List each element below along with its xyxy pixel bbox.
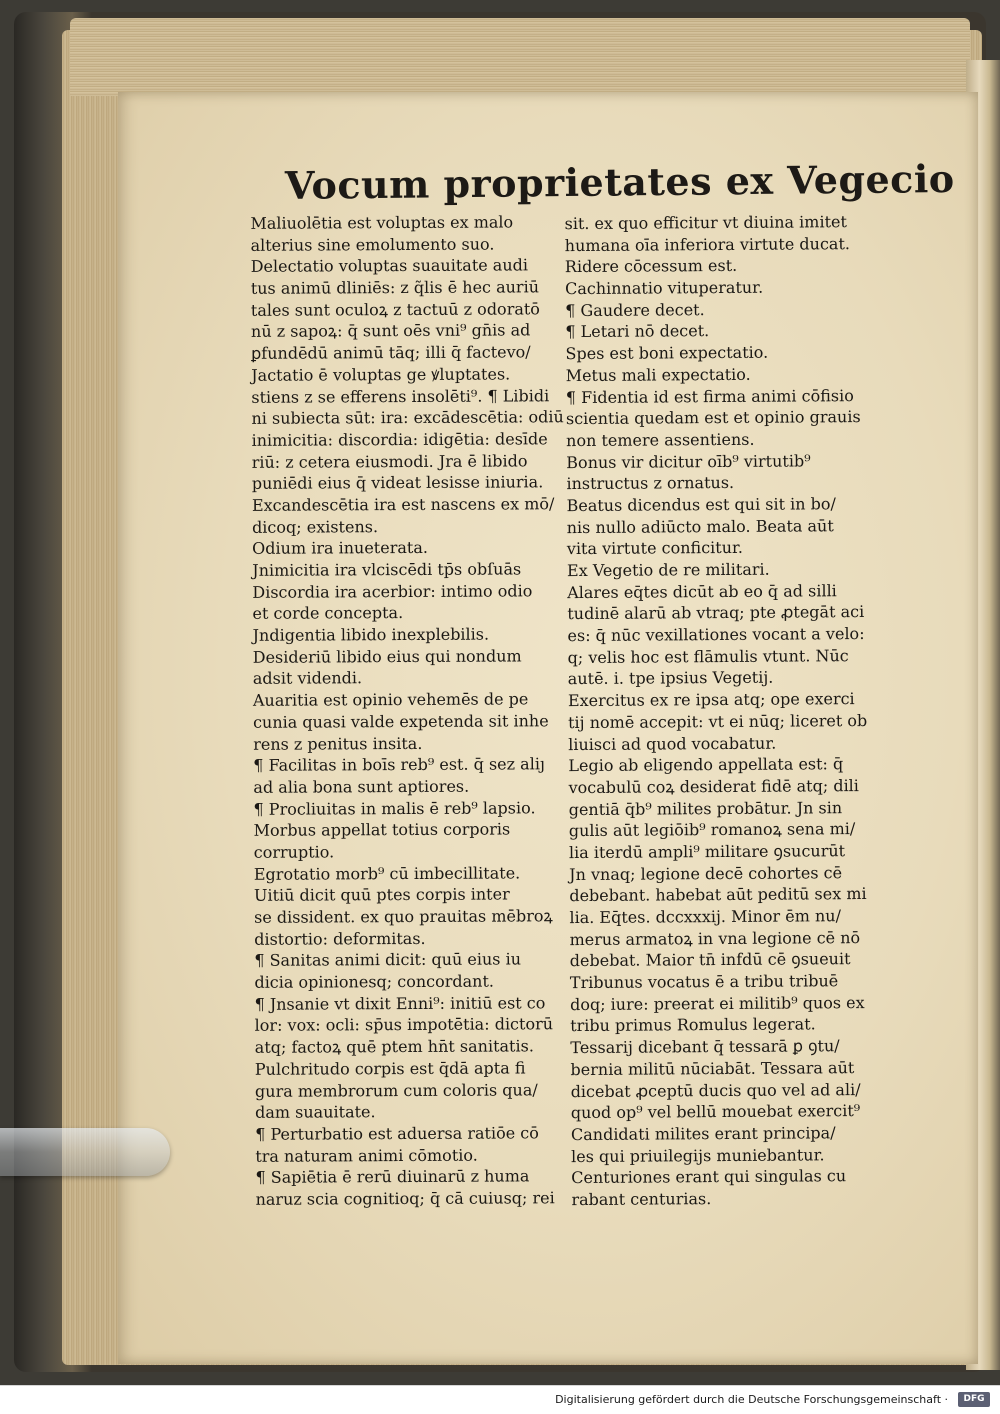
page-title: Vocum proprietates ex Vegecio bbox=[284, 155, 955, 208]
text-line: debebat. Maior tn̄ infdū cē ꝯsueuit bbox=[569, 949, 851, 971]
text-line: Ridere cōcessum est. bbox=[564, 256, 738, 277]
text-line: corruptio. bbox=[253, 842, 335, 862]
text-line: Jndigentia libido inexplebilis. bbox=[252, 624, 490, 645]
left-text-column bbox=[250, 211, 565, 1210]
text-line: sit. ex quo efficitur vt diuina imitet bbox=[564, 212, 847, 234]
text-line: stiens z se efferens insolēti⁹. ¶ Libidi bbox=[251, 385, 550, 407]
text-line: tra naturam animi cōmotio. bbox=[255, 1145, 478, 1166]
text-line: alterius sine emolumento suo. bbox=[250, 234, 495, 255]
text-line: se dissident. ex quo prauitas mēbroꝝ bbox=[254, 906, 553, 927]
text-line: ꝑfundēdū animū tāq; illi q̄ factevo/ bbox=[251, 342, 531, 363]
text-line: vocabulū coꝝ desiderat fidē atq; dili bbox=[568, 775, 859, 797]
text-line: ¶ Sanitas animi dicit: quū eius iu bbox=[254, 949, 522, 971]
text-line: q; velis hoc est flāmulis vtunt. Nūc bbox=[567, 645, 849, 667]
text-line: Centuriones erant qui singulas cu bbox=[571, 1166, 847, 1188]
text-line: doq; iure: preerat ei militib⁹ quos ex bbox=[569, 992, 865, 1014]
text-line: lor: vox: ocli: sp̄us impotētia: dictorū bbox=[254, 1014, 554, 1036]
text-line: Auaritia est opinio vehemēs de pe bbox=[252, 689, 529, 710]
text-line: es: q̄ nūc vexillationes vocant a velo: bbox=[567, 624, 865, 646]
text-line: ¶ Sapiētia ē rerū diuinarū z huma bbox=[255, 1166, 530, 1188]
text-line: Legio ab eligendo appellata est: q̄ bbox=[568, 754, 844, 776]
text-line: Jactatio ē voluptas ge ꝟluptates. bbox=[251, 364, 511, 385]
text-line: Tessarij dicebant q̄ tessarā ꝑ ꝯtu/ bbox=[570, 1036, 840, 1058]
text-line: dam suauitate. bbox=[255, 1102, 376, 1122]
text-line: merus armatoꝝ in vna legione cē nō bbox=[569, 927, 861, 949]
text-line: Tribunus vocatus ē a tribu tribuē bbox=[569, 971, 839, 993]
text-line: quod op⁹ vel bellū mouebat exercit⁹ bbox=[570, 1101, 861, 1123]
text-line: ¶ Procliuitas in malis ē reb⁹ lapsio. bbox=[253, 797, 536, 819]
text-line: naruz scia cognitioq; q̄ cā cuiusq; rei bbox=[255, 1188, 555, 1209]
text-line: Pulchritudo corpis est q̄dā apta fi bbox=[254, 1058, 526, 1079]
text-line: distortio: deformitas. bbox=[254, 928, 426, 949]
text-line: Maliuolētia est voluptas ex malo bbox=[250, 212, 514, 233]
text-line: tribu primus Romulus legerat. bbox=[570, 1014, 816, 1036]
text-line: lia. Eq̄tes. dccxxxij. Minor ēm nu/ bbox=[569, 906, 842, 928]
text-line: Uitiū dicit quū ptes corpis inter bbox=[253, 884, 510, 906]
text-line: Cachinnatio vituperatur. bbox=[564, 277, 764, 299]
text-line: tij nomē accepit: vt ei nūq; liceret ob bbox=[568, 710, 868, 732]
text-line: lia iterdū ampli⁹ militare ꝯsucurūt bbox=[568, 841, 846, 863]
text-line: dicoq; existens. bbox=[251, 516, 379, 537]
text-line: Bonus vir dicitur oīb⁹ virtutib⁹ bbox=[566, 450, 811, 472]
text-line: riū: z cetera eiusmodi. Jra ē libido bbox=[251, 450, 528, 472]
text-line: Jnimicitia ira vlciscēdi tp̄s obſuās bbox=[252, 559, 522, 580]
text-line: humana oīa inferiora virtute ducat. bbox=[564, 233, 851, 255]
text-line: Metus mali expectatio. bbox=[565, 364, 751, 385]
text-line: Candidati milites erant principa/ bbox=[570, 1123, 836, 1144]
text-line: Jn vnaq; legione decē cohortes cē bbox=[569, 862, 843, 884]
text-line: Discordia ira acerbior: intimo odio bbox=[252, 581, 533, 602]
text-line: Exercitus ex re ipsa atq; ope exerci bbox=[567, 689, 855, 711]
text-line: Morbus appellat totius corporis bbox=[253, 819, 511, 841]
right-text-column bbox=[565, 211, 884, 1211]
text-line: nis nullo adiūcto malo. Beata aūt bbox=[566, 515, 834, 537]
text-line: rabant centurias. bbox=[571, 1189, 712, 1210]
text-line: ¶ Gaudere decet. bbox=[565, 299, 705, 320]
text-line: ¶ Facilitas in boīs reb⁹ est. q̄ sez aliȷ bbox=[253, 754, 545, 775]
text-line: tudinē alarū ab vtraq; pte ꝓtegāt aci bbox=[567, 602, 865, 624]
glass-holder-strip bbox=[0, 1128, 170, 1176]
text-line: cunia quasi valde expetenda sit inhe bbox=[253, 711, 549, 732]
footer-bar bbox=[0, 1385, 1000, 1414]
text-line: autē. i. tpe ipsius Vegetij. bbox=[567, 668, 774, 689]
text-line: liuisci ad quod vocabatur. bbox=[568, 733, 777, 754]
text-line: ¶ Jnsanie vt dixit Enni⁹: initiū est co bbox=[254, 993, 546, 1014]
text-line: ¶ Perturbatio est aduersa ratiōe cō bbox=[255, 1123, 539, 1144]
text-line: Excandescētia ira est nascens ex mō/ bbox=[251, 494, 555, 515]
text-line: dicia opinionesq; concordant. bbox=[254, 971, 495, 992]
text-line: rens z penitus insita. bbox=[253, 733, 423, 754]
text-line: non temere assentiens. bbox=[566, 429, 755, 450]
text-line: Egrotatio morb⁹ cū imbecillitate. bbox=[253, 863, 521, 884]
text-line: gura membrorum cum coloris qua/ bbox=[254, 1079, 538, 1101]
page-stack-top bbox=[70, 18, 970, 96]
text-line: Beatus dicendus est qui sit in bo/ bbox=[566, 494, 836, 516]
text-line: Alares eq̄tes dicūt ab eo q̄ ad silli bbox=[567, 580, 837, 602]
text-line: inimicitia: discordia: idigētia: desīde bbox=[251, 429, 548, 450]
funding-credit: Digitalisierung gefördert durch die Deutsche Forschungsgemeinschaft · bbox=[555, 1393, 948, 1406]
text-line: Delectatio voluptas suauitate audi bbox=[250, 255, 529, 277]
text-line: atq; factoꝝ quē ptem hn̄t sanitatis. bbox=[254, 1036, 534, 1057]
text-line: Desideriū libido eius qui nondum bbox=[252, 646, 522, 667]
text-line: vita virtute conficitur. bbox=[566, 538, 744, 559]
text-line: tales sunt oculoꝝ z tactuū z odoratō bbox=[250, 299, 540, 320]
text-line: nū z sapoꝝ: q̄ sunt oēs vni⁹ gn̄is ad bbox=[250, 320, 531, 342]
text-line: debebant. habebat aūt peditū sex mi bbox=[569, 884, 867, 906]
text-line: ni subiecta sūt: ira: excādescētia: odiū bbox=[251, 407, 564, 429]
text-line: ad alia bona sunt aptiores. bbox=[253, 776, 470, 797]
text-line: les qui priuilegijs muniebantur. bbox=[571, 1144, 825, 1166]
text-line: Ex Vegetio de re militari. bbox=[566, 559, 770, 581]
text-line: ¶ Fidentia id est firma animi cōfisio bbox=[565, 385, 854, 407]
text-line: bernia militū nūciabāt. Tessara aūt bbox=[570, 1057, 855, 1079]
text-line: adsit videndi. bbox=[252, 668, 363, 689]
text-line: et corde concepta. bbox=[252, 603, 404, 624]
text-line: Odium ira inueterata. bbox=[252, 538, 428, 559]
text-line: puniēdi eius q̄ videat lesisse iniuria. bbox=[251, 472, 544, 494]
text-line: instructus z ornatus. bbox=[566, 473, 735, 494]
text-line: scientia quedam est et opinio grauis bbox=[565, 407, 861, 429]
text-line: ¶ Letari nō decet. bbox=[565, 321, 710, 342]
text-line: tus animū dliniēs: z q̃lis ē hec auriū bbox=[250, 277, 540, 298]
text-line: gulis aūt legiōib⁹ romanoꝝ sena mi/ bbox=[568, 819, 856, 841]
dfg-logo: DFG bbox=[958, 1392, 990, 1407]
text-line: gentiā q̄b⁹ milites probātur. Jn sin bbox=[568, 797, 843, 819]
text-line: dicebat ꝓceptū ducis quo vel ad ali/ bbox=[570, 1079, 861, 1101]
text-line: Spes est boni expectatio. bbox=[565, 342, 769, 364]
